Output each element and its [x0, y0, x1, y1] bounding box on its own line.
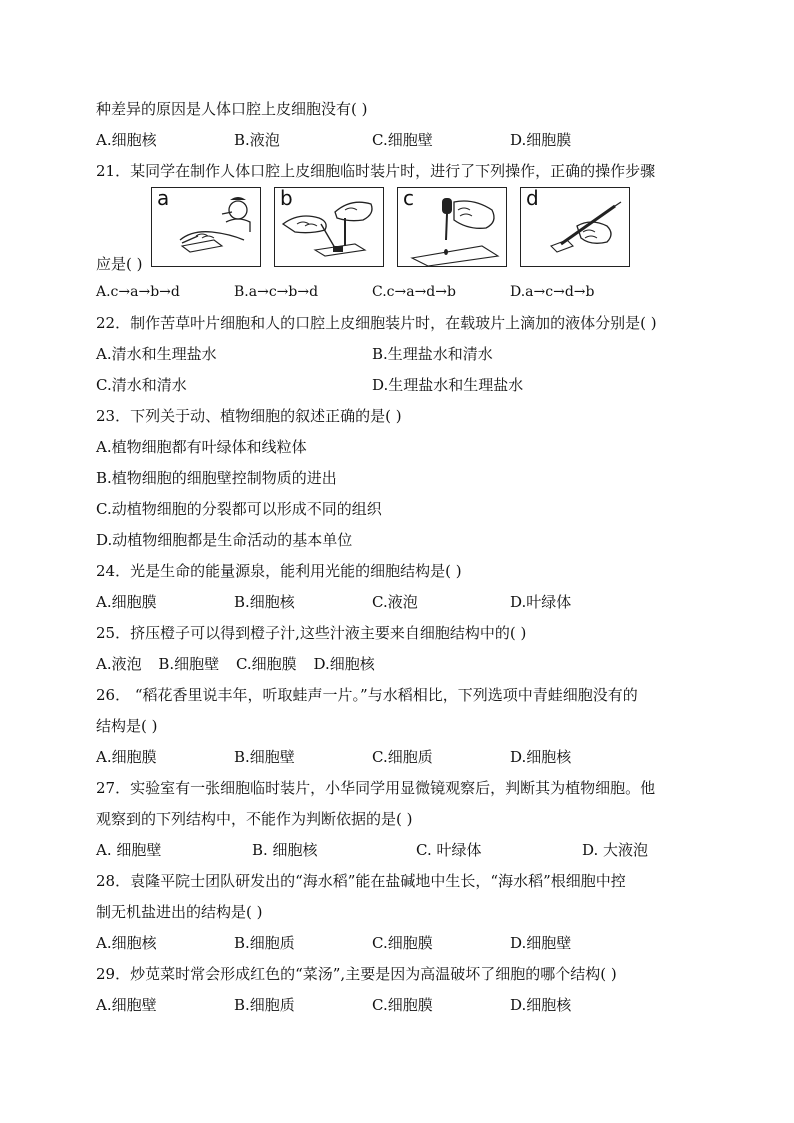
q24-option-b[interactable]: B.细胞核	[234, 593, 295, 611]
q27-stem: 27．实验室有一张细胞临时装片，小华同学用显微镜观察后，判断其为植物细胞。他	[96, 779, 656, 797]
q24-option-d[interactable]: D.叶绿体	[510, 593, 572, 611]
q27-options	[96, 835, 706, 866]
q25-option-a[interactable]: A.液泡	[96, 655, 142, 673]
q25-stem: 25．挤压橙子可以得到橙子汁,这些汁液主要来自细胞结构中的( )	[96, 624, 527, 642]
figure-label-b: b	[280, 186, 293, 210]
q26-stem: 26． “稻花香里说丰年，听取蛙声一片。”与水稻相比，下列选项中青蛙细胞没有的	[96, 686, 638, 704]
q26-option-b[interactable]: B.细胞壁	[234, 748, 295, 766]
q24-option-c[interactable]: C.液泡	[372, 593, 418, 611]
q27-option-a[interactable]: A. 细胞壁	[96, 841, 162, 859]
q26-options	[96, 742, 706, 773]
q25-option-d[interactable]: D.细胞核	[313, 655, 375, 673]
q23-stem: 23．下列关于动、植物细胞的叙述正确的是( )	[96, 407, 402, 425]
q22-option-b[interactable]: B.生理盐水和清水	[372, 345, 493, 363]
q27-option-b[interactable]: B. 细胞核	[252, 841, 318, 859]
q20-stem-tail: 种差异的原因是人体口腔上皮细胞没有( )	[96, 100, 368, 118]
q27-option-c[interactable]: C. 叶绿体	[416, 841, 482, 859]
q26-option-d[interactable]: D.细胞核	[510, 748, 572, 766]
q26-stem-tail: 结构是( )	[96, 717, 158, 735]
q28-stem: 28．袁隆平院士团队研发出的“海水稻”能在盐碱地中生长，“海水稻”根细胞中控	[96, 872, 626, 890]
q27-option-d[interactable]: D. 大液泡	[582, 841, 649, 859]
q29-option-c[interactable]: C.细胞膜	[372, 996, 433, 1014]
q22-options-row1	[96, 339, 706, 370]
q21-option-a[interactable]: A.c→a→b→d	[96, 284, 180, 300]
q22-option-c[interactable]: C.清水和清水	[96, 376, 187, 394]
q27-stem-tail: 观察到的下列结构中，不能作为判断依据的是( )	[96, 810, 413, 828]
q21-stem-tail: 应是( )	[96, 255, 143, 273]
q21-stem: 21．某同学在制作人体口腔上皮细胞临时装片时，进行了下列操作，正确的操作步骤	[96, 162, 656, 180]
q25-option-c[interactable]: C.细胞膜	[235, 655, 297, 673]
q28-option-a[interactable]: A.细胞核	[96, 934, 157, 952]
q22-options-row2	[96, 370, 706, 401]
q20-option-c[interactable]: C.细胞壁	[372, 131, 433, 149]
q28-option-d[interactable]: D.细胞壁	[510, 934, 572, 952]
q21-option-b[interactable]: B.a→c→b→d	[234, 284, 319, 300]
q25-options	[96, 649, 706, 680]
q29-option-a[interactable]: A.细胞壁	[96, 996, 157, 1014]
q21-options	[96, 277, 706, 308]
q22-stem: 22．制作苦草叶片细胞和人的口腔上皮细胞装片时，在载玻片上滴加的液体分别是( )	[96, 314, 657, 332]
q23-option-b[interactable]: B.植物细胞的细胞壁控制物质的进出	[96, 469, 337, 487]
q28-stem-tail: 制无机盐进出的结构是( )	[96, 903, 263, 921]
exam-page	[96, 94, 706, 1021]
q24-options	[96, 587, 706, 618]
q28-option-c[interactable]: C.细胞膜	[372, 934, 433, 952]
q26-option-c[interactable]: C.细胞质	[372, 748, 433, 766]
q24-option-a[interactable]: A.细胞膜	[96, 593, 157, 611]
q21-option-c[interactable]: C.c→a→d→b	[372, 284, 456, 300]
figure-label-a: a	[157, 186, 170, 210]
q23-option-a[interactable]: A.植物细胞都有叶绿体和线粒体	[96, 438, 307, 456]
q21-option-d[interactable]: D.a→c→d→b	[510, 284, 595, 300]
q22-option-a[interactable]: A.清水和生理盐水	[96, 345, 217, 363]
figure-label-d: d	[526, 186, 539, 210]
q23-option-c[interactable]: C.动植物细胞的分裂都可以形成不同的组织	[96, 500, 382, 518]
q25-option-b[interactable]: B.细胞壁	[158, 655, 220, 673]
q20-options	[96, 125, 706, 156]
q22-option-d[interactable]: D.生理盐水和生理盐水	[372, 376, 524, 394]
figure-label-c: c	[403, 186, 414, 210]
q23-option-d[interactable]: D.动植物细胞都是生命活动的基本单位	[96, 531, 353, 549]
q24-stem: 24．光是生命的能量源泉，能利用光能的细胞结构是( )	[96, 562, 462, 580]
q29-option-b[interactable]: B.细胞质	[234, 996, 295, 1014]
q20-option-b[interactable]: B.液泡	[234, 131, 280, 149]
q28-option-b[interactable]: B.细胞质	[234, 934, 295, 952]
q29-stem: 29．炒苋菜时常会形成红色的“菜汤”,主要是因为高温破坏了细胞的哪个结构( )	[96, 965, 617, 983]
q28-options	[96, 928, 706, 959]
q26-option-a[interactable]: A.细胞膜	[96, 748, 157, 766]
q20-option-d[interactable]: D.细胞膜	[510, 131, 572, 149]
q29-options	[96, 990, 706, 1021]
q20-option-a[interactable]: A.细胞核	[96, 131, 157, 149]
q29-option-d[interactable]: D.细胞核	[510, 996, 572, 1014]
